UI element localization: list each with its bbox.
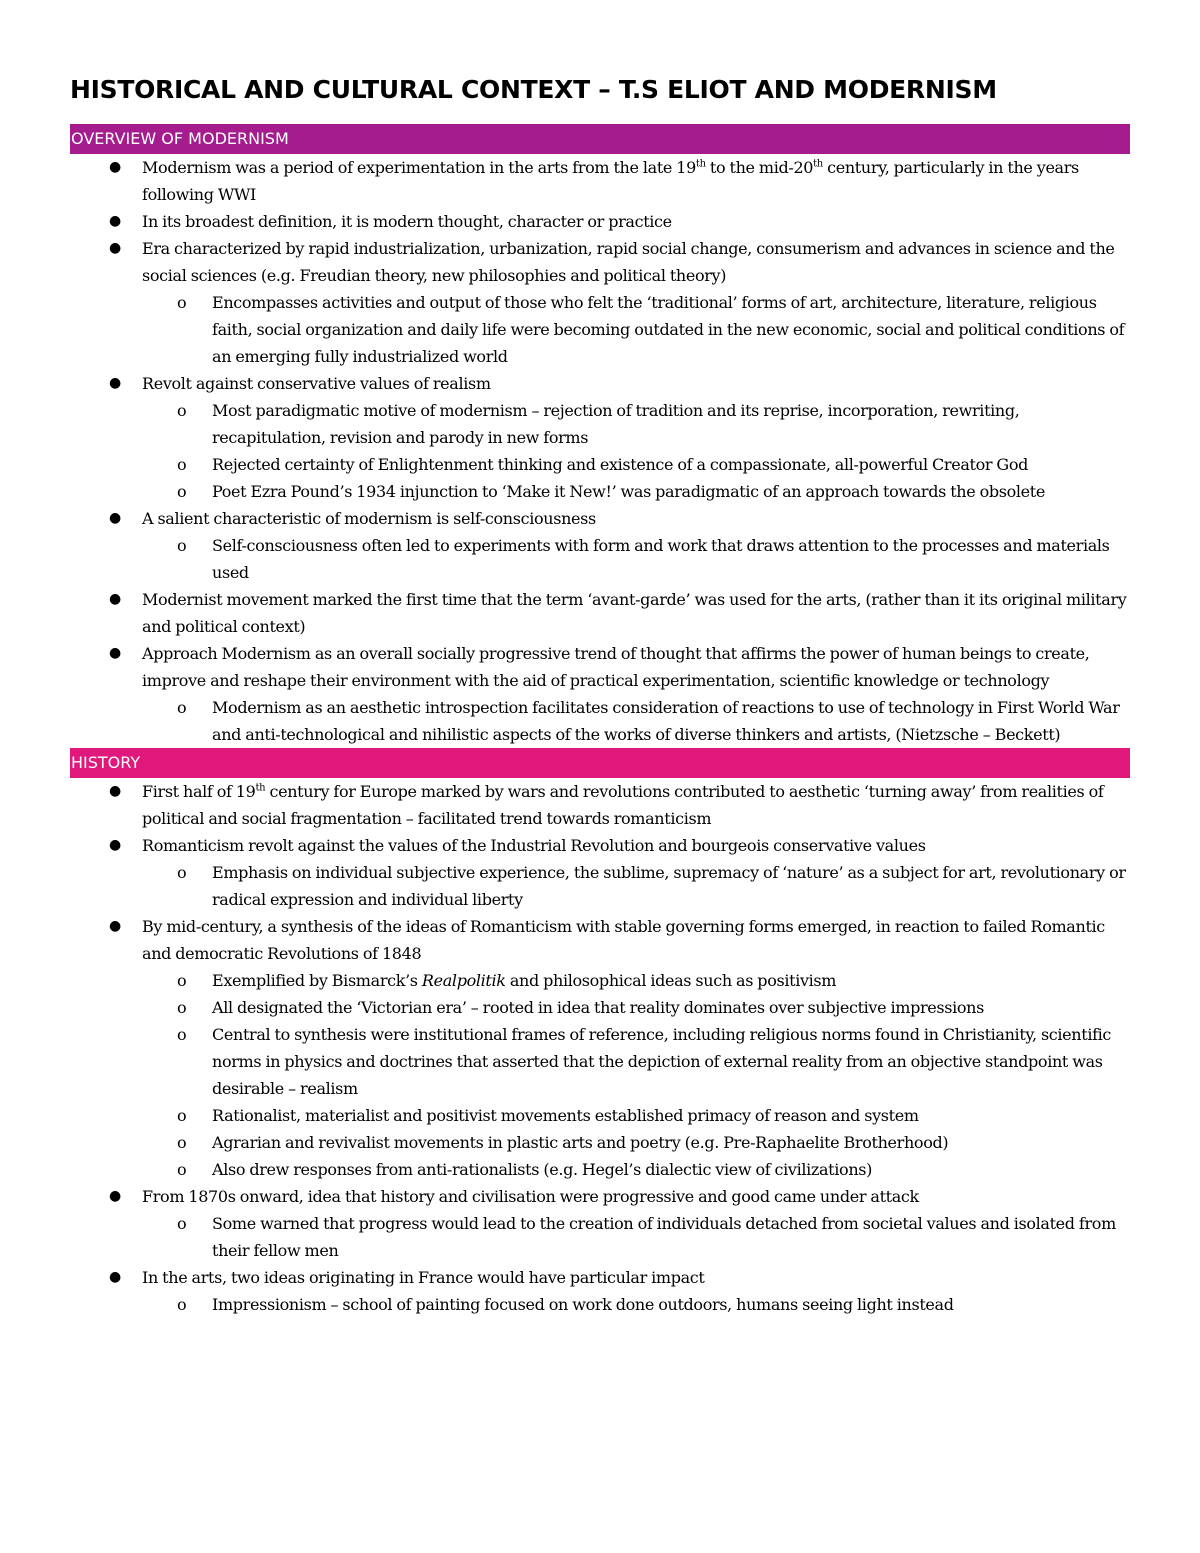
sub-bullet-icon: o	[177, 1214, 187, 1233]
sub-list-item: o All designated the ‘Victorian era’ – rooted in idea that reality dominates over subjective impressions	[70, 994, 1130, 1021]
sub-bullet-icon: o	[177, 1295, 187, 1314]
sub-list-item: o Rejected certainty of Enlightenment thinking and existence of a compassionate, all-powerful Creator God	[70, 451, 1130, 478]
sub-list-item: o Impressionism – school of painting focused on work done outdoors, humans seeing light instead	[70, 1291, 1130, 1318]
sub-list-item: o Most paradigmatic motive of modernism – rejection of tradition and its reprise, incorporation, rewriting, recapitulation, revision and parody in new forms	[70, 397, 1130, 451]
sub-list	[70, 1291, 1130, 1318]
sub-list-item: o Exemplified by Bismarck’s Realpolitik and philosophical ideas such as positivism	[70, 967, 1130, 994]
list-item: ● Modernist movement marked the first time that the term ‘avant-garde’ was used for the arts, (rather than it its original military and political context)	[70, 586, 1130, 640]
bullet-icon: ●	[109, 240, 121, 256]
bullet-icon: ●	[109, 375, 121, 391]
list-item: ● From 1870s onward, idea that history and civilisation were progressive and good came under attack o Some warned that progress would lead to the creation of individuals detached from societal values and isolated from their fellow men	[70, 1183, 1130, 1264]
sub-list-item: o Some warned that progress would lead to the creation of individuals detached from societal values and isolated from their fellow men	[70, 1210, 1130, 1264]
sub-bullet-icon: o	[177, 401, 187, 420]
bullet-icon: ●	[109, 837, 121, 853]
list-item: ● Romanticism revolt against the values of the Industrial Revolution and bourgeois conservative values o Emphasis on individual subjective experience, the sublime, supremacy of ‘nature’ as a subject for art, revolutionary or radical expression and individual liberty	[70, 832, 1130, 913]
sub-bullet-icon: o	[177, 1106, 187, 1125]
sub-bullet-icon: o	[177, 536, 187, 555]
bullet-icon: ●	[109, 591, 121, 607]
bullet-icon: ●	[109, 918, 121, 934]
sub-list	[70, 859, 1130, 913]
section-heading-history: HISTORY	[70, 748, 1130, 778]
sub-bullet-icon: o	[177, 698, 187, 717]
sub-bullet-icon: o	[177, 863, 187, 882]
bullet-icon: ●	[109, 1269, 121, 1285]
section-heading-overview: OVERVIEW OF MODERNISM	[70, 124, 1130, 154]
sub-bullet-icon: o	[177, 998, 187, 1017]
sub-bullet-icon: o	[177, 482, 187, 501]
document-page	[70, 70, 1130, 1318]
sub-list-item: o Self-consciousness often led to experiments with form and work that draws attention to the processes and materials used	[70, 532, 1130, 586]
sub-bullet-icon: o	[177, 293, 187, 312]
sub-bullet-icon: o	[177, 1025, 187, 1044]
page-title: HISTORICAL AND CULTURAL CONTEXT – T.S ELIOT AND MODERNISM	[70, 75, 997, 104]
sub-list-item: o Modernism as an aesthetic introspection facilitates consideration of reactions to use of technology in First World War and anti-technological and nihilistic aspects of the works of diverse thinkers and artists, (Nietzsche – Beckett)	[70, 694, 1130, 748]
sub-list	[70, 694, 1130, 748]
sub-list-item: o Poet Ezra Pound’s 1934 injunction to ‘Make it New!’ was paradigmatic of an approach towards the obsolete	[70, 478, 1130, 505]
bullet-icon: ●	[109, 510, 121, 526]
list-item: ● Approach Modernism as an overall socially progressive trend of thought that affirms the power of human beings to create, improve and reshape their environment with the aid of practical experimentation, scientific knowledge or technology o Modernism as an aesthetic introspection facilitates consideration of reactions to use of technology in First World War and anti-technological and nihilistic aspects of the works of diverse thinkers and artists, (Nietzsche – Beckett)	[70, 640, 1130, 748]
list-item: ● Revolt against conservative values of realism o Most paradigmatic motive of modernism – rejection of tradition and its reprise, incorporation, rewriting, recapitulation, revision and parody in new forms o Rejected certainty of Enlightenment thinking and existence of a compassionate, all-powerful Creator God o Poet Ezra Pound’s 1934 injunction to ‘Make it New!’ was paradigmatic of an approach towards the obsolete	[70, 370, 1130, 505]
list-item: ● Modernism was a period of experimentation in the arts from the late 19th to the mid-20th century, particularly in the years following WWI	[70, 154, 1130, 208]
sub-list-item: o Also drew responses from anti-rationalists (e.g. Hegel’s dialectic view of civilizations)	[70, 1156, 1130, 1183]
history-list	[70, 778, 1130, 1318]
bullet-icon: ●	[109, 213, 121, 229]
list-item: ● By mid-century, a synthesis of the ideas of Romanticism with stable governing forms emerged, in reaction to failed Romantic and democratic Revolutions of 1848 o Exemplified by Bismarck’s Realpolitik and philosophical ideas such as positivism o All designated the ‘Victorian era’ – rooted in idea that reality dominates over subjective impressions o Central to synthesis were institutional frames of reference, including religious norms found in Christianity, scientific norms in physics and doctrines that asserted that the depiction of external reality from an objective standpoint was desirable – realism o Rationalist, materialist and positivist movements established primacy of reason and system o Agrarian and revivalist movements in plastic arts and poetry (e.g. Pre-Raphaelite Brotherhood) o Also drew responses from anti-rationalists (e.g. Hegel’s dialectic view of civilizations)	[70, 913, 1130, 1183]
bullet-icon: ●	[109, 783, 121, 799]
sub-bullet-icon: o	[177, 1160, 187, 1179]
sub-bullet-icon: o	[177, 1133, 187, 1152]
bullet-icon: ●	[109, 1188, 121, 1204]
overview-list	[70, 154, 1130, 748]
list-item: ● A salient characteristic of modernism is self-consciousness o Self-consciousness often led to experiments with form and work that draws attention to the processes and materials used	[70, 505, 1130, 586]
sub-list-item: o Central to synthesis were institutional frames of reference, including religious norms found in Christianity, scientific norms in physics and doctrines that asserted that the depiction of external reality from an objective standpoint was desirable – realism	[70, 1021, 1130, 1102]
sub-list	[70, 532, 1130, 586]
sub-list-item: o Rationalist, materialist and positivist movements established primacy of reason and system	[70, 1102, 1130, 1129]
sub-bullet-icon: o	[177, 971, 187, 990]
sub-list	[70, 289, 1130, 370]
list-item: ● Era characterized by rapid industrialization, urbanization, rapid social change, consumerism and advances in science and the social sciences (e.g. Freudian theory, new philosophies and political theory) o Encompasses activities and output of those who felt the ‘traditional’ forms of art, architecture, literature, religious faith, social organization and daily life were becoming outdated in the new economic, social and political conditions of an emerging fully industrialized world	[70, 235, 1130, 370]
sub-bullet-icon: o	[177, 455, 187, 474]
sub-list-item: o Encompasses activities and output of those who felt the ‘traditional’ forms of art, architecture, literature, religious faith, social organization and daily life were becoming outdated in the new economic, social and political conditions of an emerging fully industrialized world	[70, 289, 1130, 370]
bullet-icon: ●	[109, 645, 121, 661]
list-item: ● First half of 19th century for Europe marked by wars and revolutions contributed to aesthetic ‘turning away’ from realities of political and social fragmentation – facilitated trend towards romanticism	[70, 778, 1130, 832]
sub-list-item: o Agrarian and revivalist movements in plastic arts and poetry (e.g. Pre-Raphaelite Brotherhood)	[70, 1129, 1130, 1156]
sub-list-item: o Emphasis on individual subjective experience, the sublime, supremacy of ‘nature’ as a subject for art, revolutionary or radical expression and individual liberty	[70, 859, 1130, 913]
list-item: ● In its broadest definition, it is modern thought, character or practice	[70, 208, 1130, 235]
sub-list	[70, 967, 1130, 1183]
list-item: ● In the arts, two ideas originating in France would have particular impact o Impressionism – school of painting focused on work done outdoors, humans seeing light instead	[70, 1264, 1130, 1318]
bullet-icon: ●	[109, 159, 121, 175]
sub-list	[70, 1210, 1130, 1264]
sub-list	[70, 397, 1130, 505]
